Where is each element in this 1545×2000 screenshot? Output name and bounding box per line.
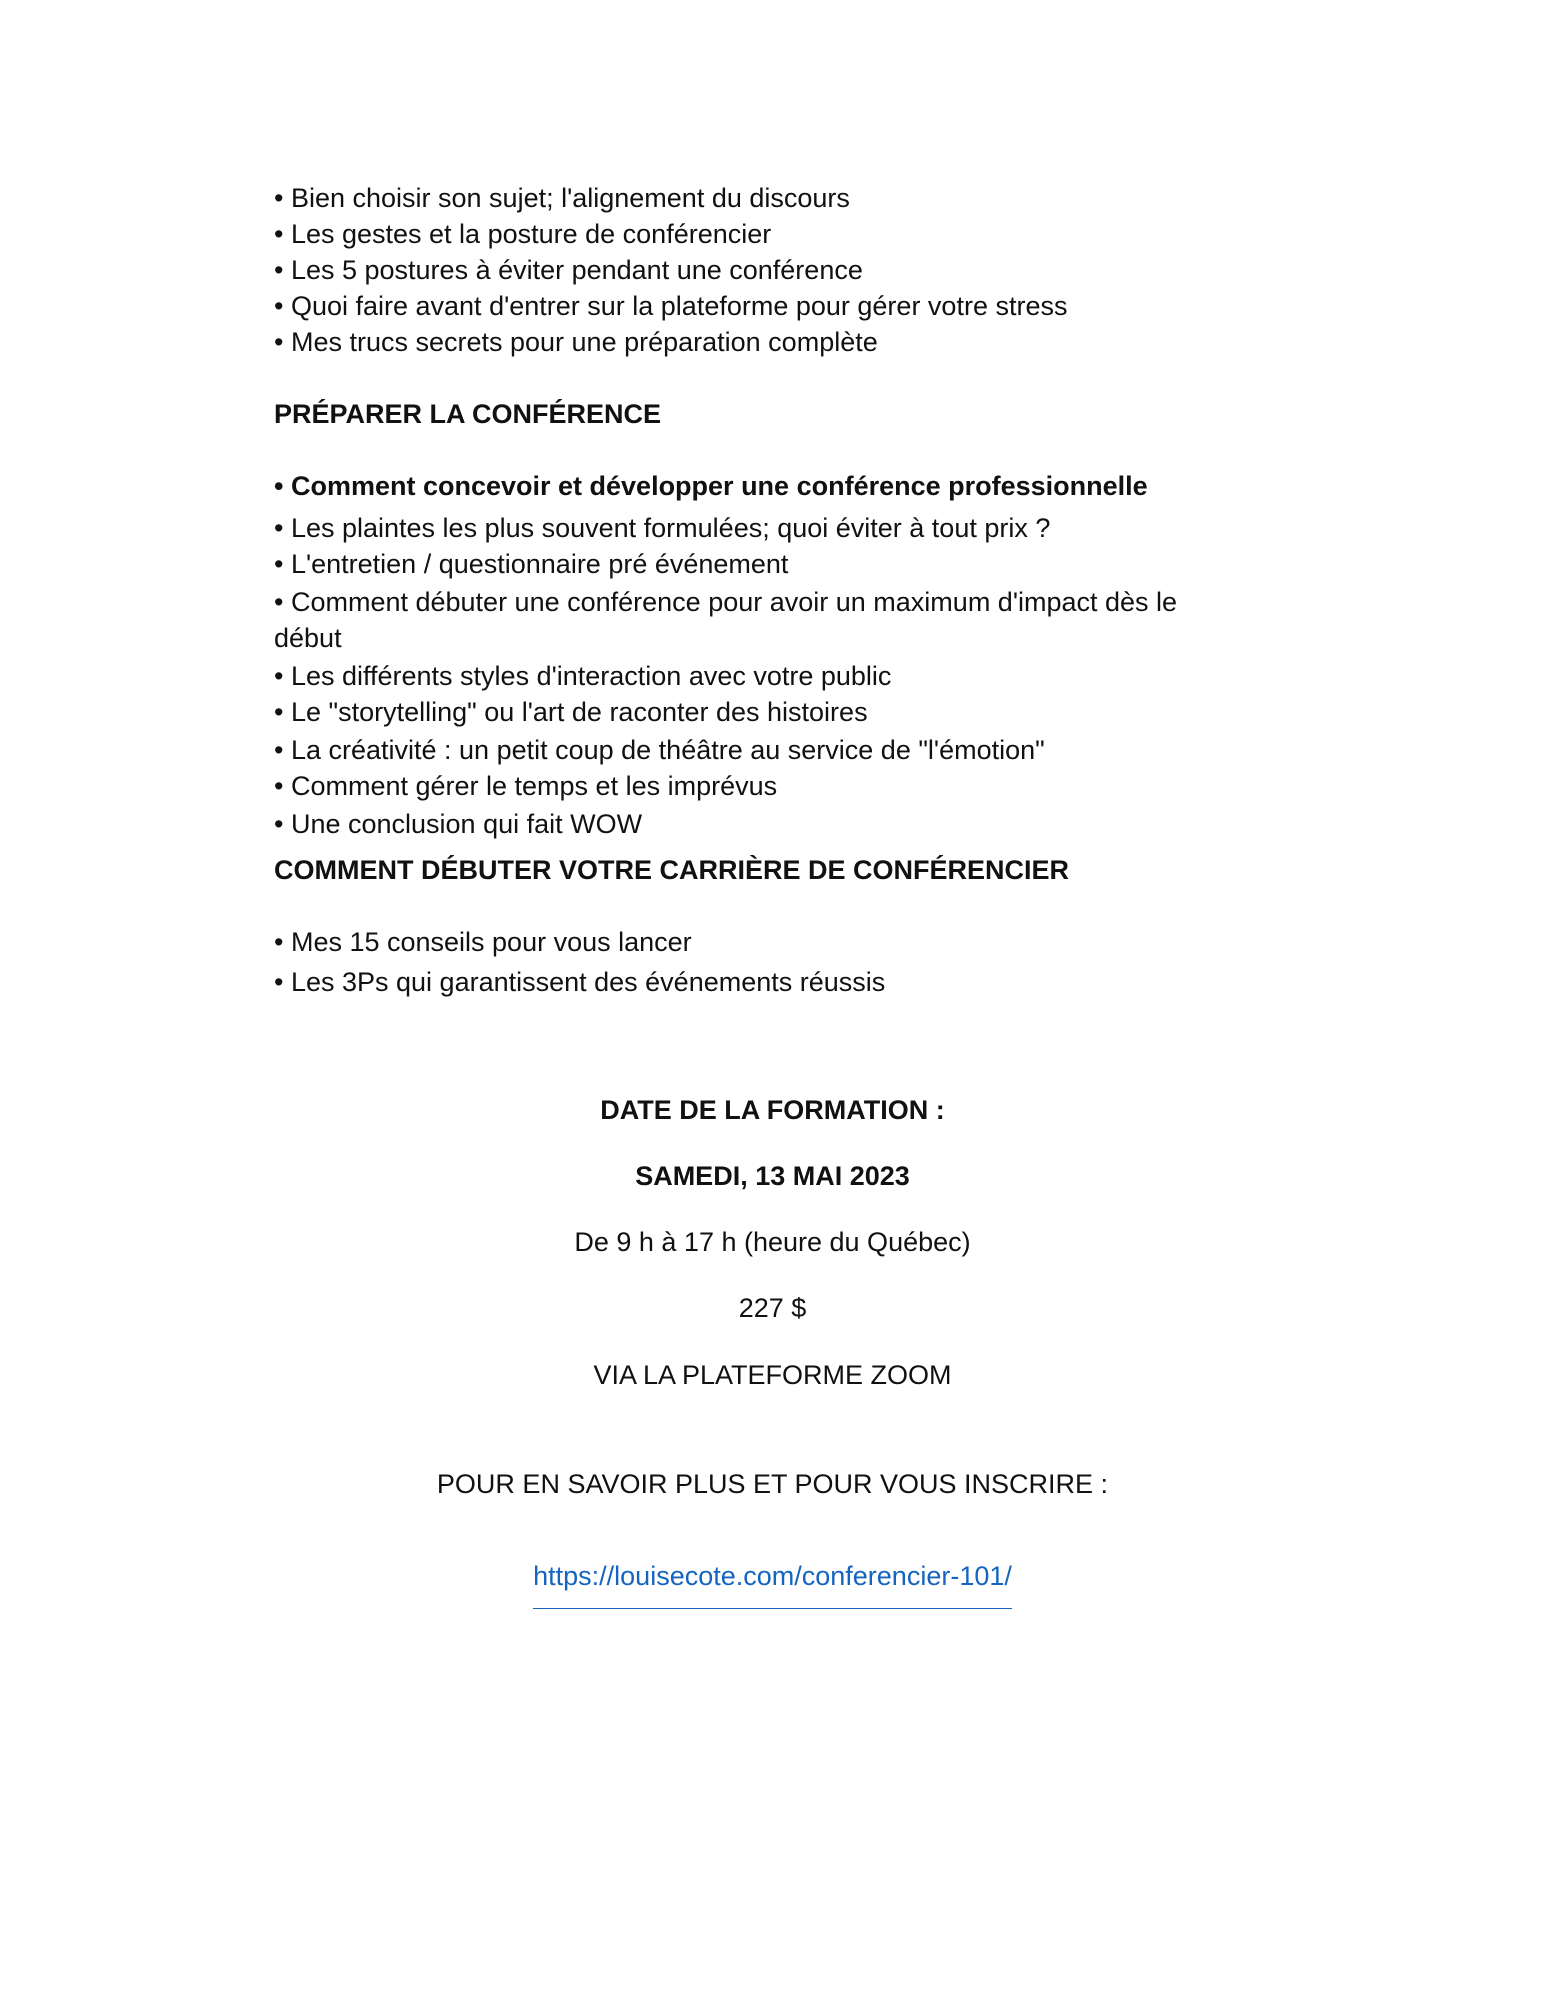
list-item: • Mes 15 conseils pour vous lancer [274,927,692,957]
date-label: DATE DE LA FORMATION : [600,1095,945,1125]
list-item: • Les 3Ps qui garantissent des événements réussis [274,967,886,997]
registration-link[interactable]: https://louisecote.com/conferencier-101/ [533,1558,1012,1609]
topics-list-1 [274,180,1234,360]
event-platform: VIA LA PLATEFORME ZOOM [593,1360,952,1390]
list-item: • Les plaintes les plus souvent formulées; quoi éviter à tout prix ? [274,513,1051,543]
list-item-lead: • Comment concevoir et développer une conférence professionnelle [274,471,1148,501]
list-item: • La créativité : un petit coup de théâtre au service de "l'émotion" [274,735,1045,765]
event-time: De 9 h à 17 h (heure du Québec) [574,1227,971,1257]
list-item: • Les 5 postures à éviter pendant une conférence [274,255,863,285]
topics-list-2 [274,468,1234,842]
list-item: • Les différents styles d'interaction avec votre public [274,661,892,691]
event-date: SAMEDI, 13 MAI 2023 [635,1161,910,1191]
list-item: • L'entretien / questionnaire pré événement [274,549,789,579]
event-price: 227 $ [738,1293,807,1323]
link-wrapper [0,1558,1545,1609]
topics-list-3 [274,924,1234,1000]
list-item: • Les gestes et la posture de conférencier [274,219,772,249]
cta-text: POUR EN SAVOIR PLUS ET POUR VOUS INSCRIRE : [436,1469,1109,1499]
list-item: • Quoi faire avant d'entrer sur la plateforme pour gérer votre stress [274,291,1068,321]
section-heading-preparer: PRÉPARER LA CONFÉRENCE [274,399,662,429]
list-item: • Bien choisir son sujet; l'alignement du discours [274,183,850,213]
document-body [274,180,1234,1000]
list-item: • Une conclusion qui fait WOW [274,809,643,839]
list-item: • Comment débuter une conférence pour avoir un maximum d'impact dès le début [274,587,1178,653]
list-item: • Comment gérer le temps et les imprévus [274,771,778,801]
list-item: • Le "storytelling" ou l'art de raconter des histoires [274,697,868,727]
list-item: • Mes trucs secrets pour une préparation complète [274,327,878,357]
section-heading-carriere: COMMENT DÉBUTER VOTRE CARRIÈRE DE CONFÉRENCIER [274,855,1070,885]
